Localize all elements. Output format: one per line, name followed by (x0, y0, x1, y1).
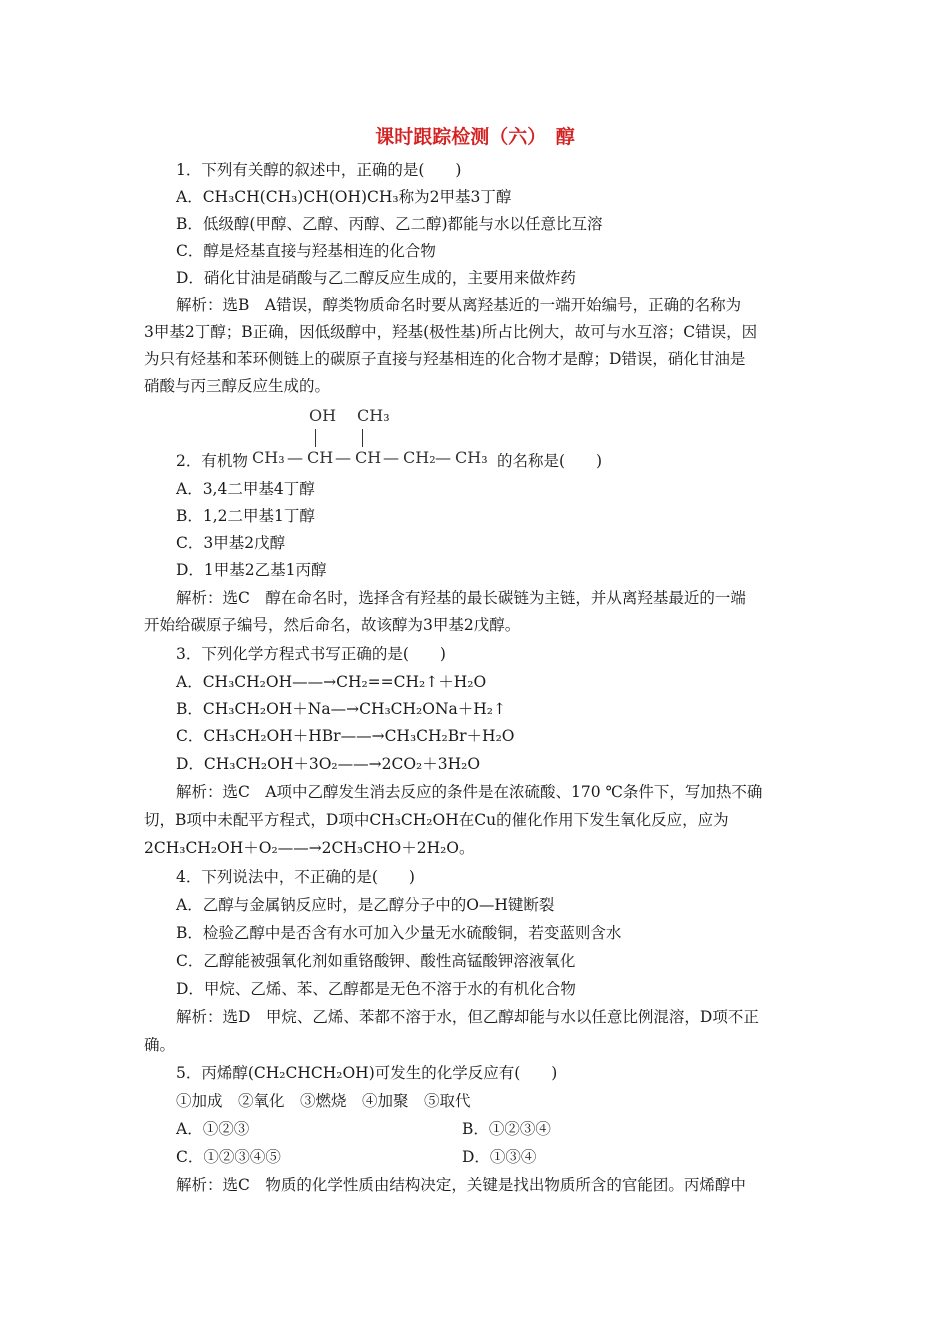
text-line-q5c: C．①②③④⑤ (176, 1148, 281, 1166)
chain-bond-4: — (435, 448, 451, 467)
text-line-a5l1: 解析：选C 物质的化学性质由结构决定，关键是找出物质所含的官能团。丙烯醇中 (176, 1176, 746, 1194)
text-line-a3l1: 解析：选C A项中乙醇发生消去反应的条件是在浓硫酸、170 ℃条件下，写加热不确 (176, 783, 763, 801)
text-line-q3b: B．CH₃CH₂OH＋Na—→CH₃CH₂ONa＋H₂↑ (176, 700, 506, 718)
text-line-q5a: A．①②③ (176, 1120, 250, 1138)
page-title: 课时跟踪检测（六） 醇 (375, 126, 575, 148)
chain-c1: CH₃ (252, 448, 285, 467)
text-line-a3l2: 切，B项中未配平方程式，D项中CH₃CH₂OH在Cu的催化作用下发生氧化反应，应为 (144, 811, 729, 829)
text-line-a1l2: 3甲基2丁醇；B正确，因低级醇中，羟基(极性基)所占比例大，故可与水互溶；C错误，因 (144, 323, 758, 341)
text-line-q4c: C．乙醇能被强氧化剂如重铬酸钾、酸性高锰酸钾溶液氧化 (176, 952, 576, 970)
text-line-q4: 4．下列说法中，不正确的是( ) (176, 868, 415, 886)
text-line-q5: 5．丙烯醇(CH₂CHCH₂OH)可发生的化学反应有( ) (176, 1064, 558, 1082)
chain-c5: CH₃ (455, 448, 488, 467)
text-line-a1l3: 为只有烃基和苯环侧链上的碳原子直接与羟基相连的化合物才是醇；D错误，硝化甘油是 (144, 350, 746, 368)
text-line-q4b: B．检验乙醇中是否含有水可加入少量无水硫酸铜，若变蓝则含水 (176, 924, 622, 942)
text-line-q1b: B．低级醇(甲醇、乙醇、丙醇、乙二醇)都能与水以任意比互溶 (176, 215, 603, 233)
text-line-q3a: A．CH₃CH₂OH——→CH₂==CH₂↑＋H₂O (176, 673, 487, 691)
question-2-prefix: 2．有机物 (176, 452, 248, 470)
text-line-q1: 1．下列有关醇的叙述中，正确的是( ) (176, 161, 462, 179)
chain-c2: CH (307, 448, 334, 467)
structural-formula (252, 404, 492, 474)
chain-c3: CH (355, 448, 382, 467)
text-line-q2c: C．3甲基2戊醇 (176, 534, 286, 552)
chain-bond-2: — (335, 448, 351, 467)
text-line-a2l2: 开始给碳原子编号，然后命名，故该醇为3甲基2戊醇。 (144, 616, 521, 634)
text-line-q1d: D．硝化甘油是硝酸与乙二醇反应生成的，主要用来做炸药 (176, 269, 576, 287)
text-line-q3c: C．CH₃CH₂OH＋HBr——→CH₃CH₂Br＋H₂O (176, 727, 515, 745)
text-line-q2d: D．1甲基2乙基1丙醇 (176, 561, 327, 579)
hydroxyl-group-label: OH (309, 406, 337, 425)
text-line-q3: 3．下列化学方程式书写正确的是( ) (176, 645, 446, 663)
methyl-branch-label: CH₃ (357, 406, 390, 425)
text-line-a4l2: 确。 (144, 1036, 176, 1054)
text-line-q4a: A．乙醇与金属钠反应时，是乙醇分子中的O—H键断裂 (176, 896, 555, 914)
chain-bond-3: — (383, 448, 399, 467)
text-line-a1l1: 解析：选B A错误，醇类物质命名时要从离羟基近的一端开始编号，正确的名称为 (176, 296, 742, 314)
text-line-q1a: A．CH₃CH(CH₃)CH(OH)CH₃称为2甲基3丁醇 (176, 188, 512, 206)
text-line-a4l1: 解析：选D 甲烷、乙烯、苯都不溶于水，但乙醇却能与水以任意比例混溶，D项不正 (176, 1008, 759, 1026)
text-line-q2a: A．3,4二甲基4丁醇 (176, 480, 315, 498)
text-line-a3l3: 2CH₃CH₂OH＋O₂——→2CH₃CHO＋2H₂O。 (144, 839, 475, 857)
question-2-suffix: 的名称是( ) (497, 452, 603, 470)
bond-line-ch3 (362, 429, 363, 447)
text-line-q2b: B．1,2二甲基1丁醇 (176, 507, 315, 525)
text-line-q3d: D．CH₃CH₂OH＋3O₂——→2CO₂＋3H₂O (176, 755, 481, 773)
text-line-q5opts: ①加成 ②氧化 ③燃烧 ④加聚 ⑤取代 (176, 1092, 471, 1110)
text-line-q5b: B．①②③④ (462, 1120, 551, 1138)
text-line-q4d: D．甲烷、乙烯、苯、乙醇都是无色不溶于水的有机化合物 (176, 980, 576, 998)
text-line-q5d: D．①③④ (462, 1148, 537, 1166)
chain-bond-1: — (287, 448, 303, 467)
text-line-q1c: C．醇是烃基直接与羟基相连的化合物 (176, 242, 436, 260)
text-line-a2l1: 解析：选C 醇在命名时，选择含有羟基的最长碳链为主链，并从离羟基最近的一端 (176, 589, 746, 607)
text-line-a1l4: 硝酸与丙三醇反应生成的。 (144, 377, 331, 395)
bond-line-oh (315, 429, 316, 447)
chain-c4: CH₂ (403, 448, 436, 467)
